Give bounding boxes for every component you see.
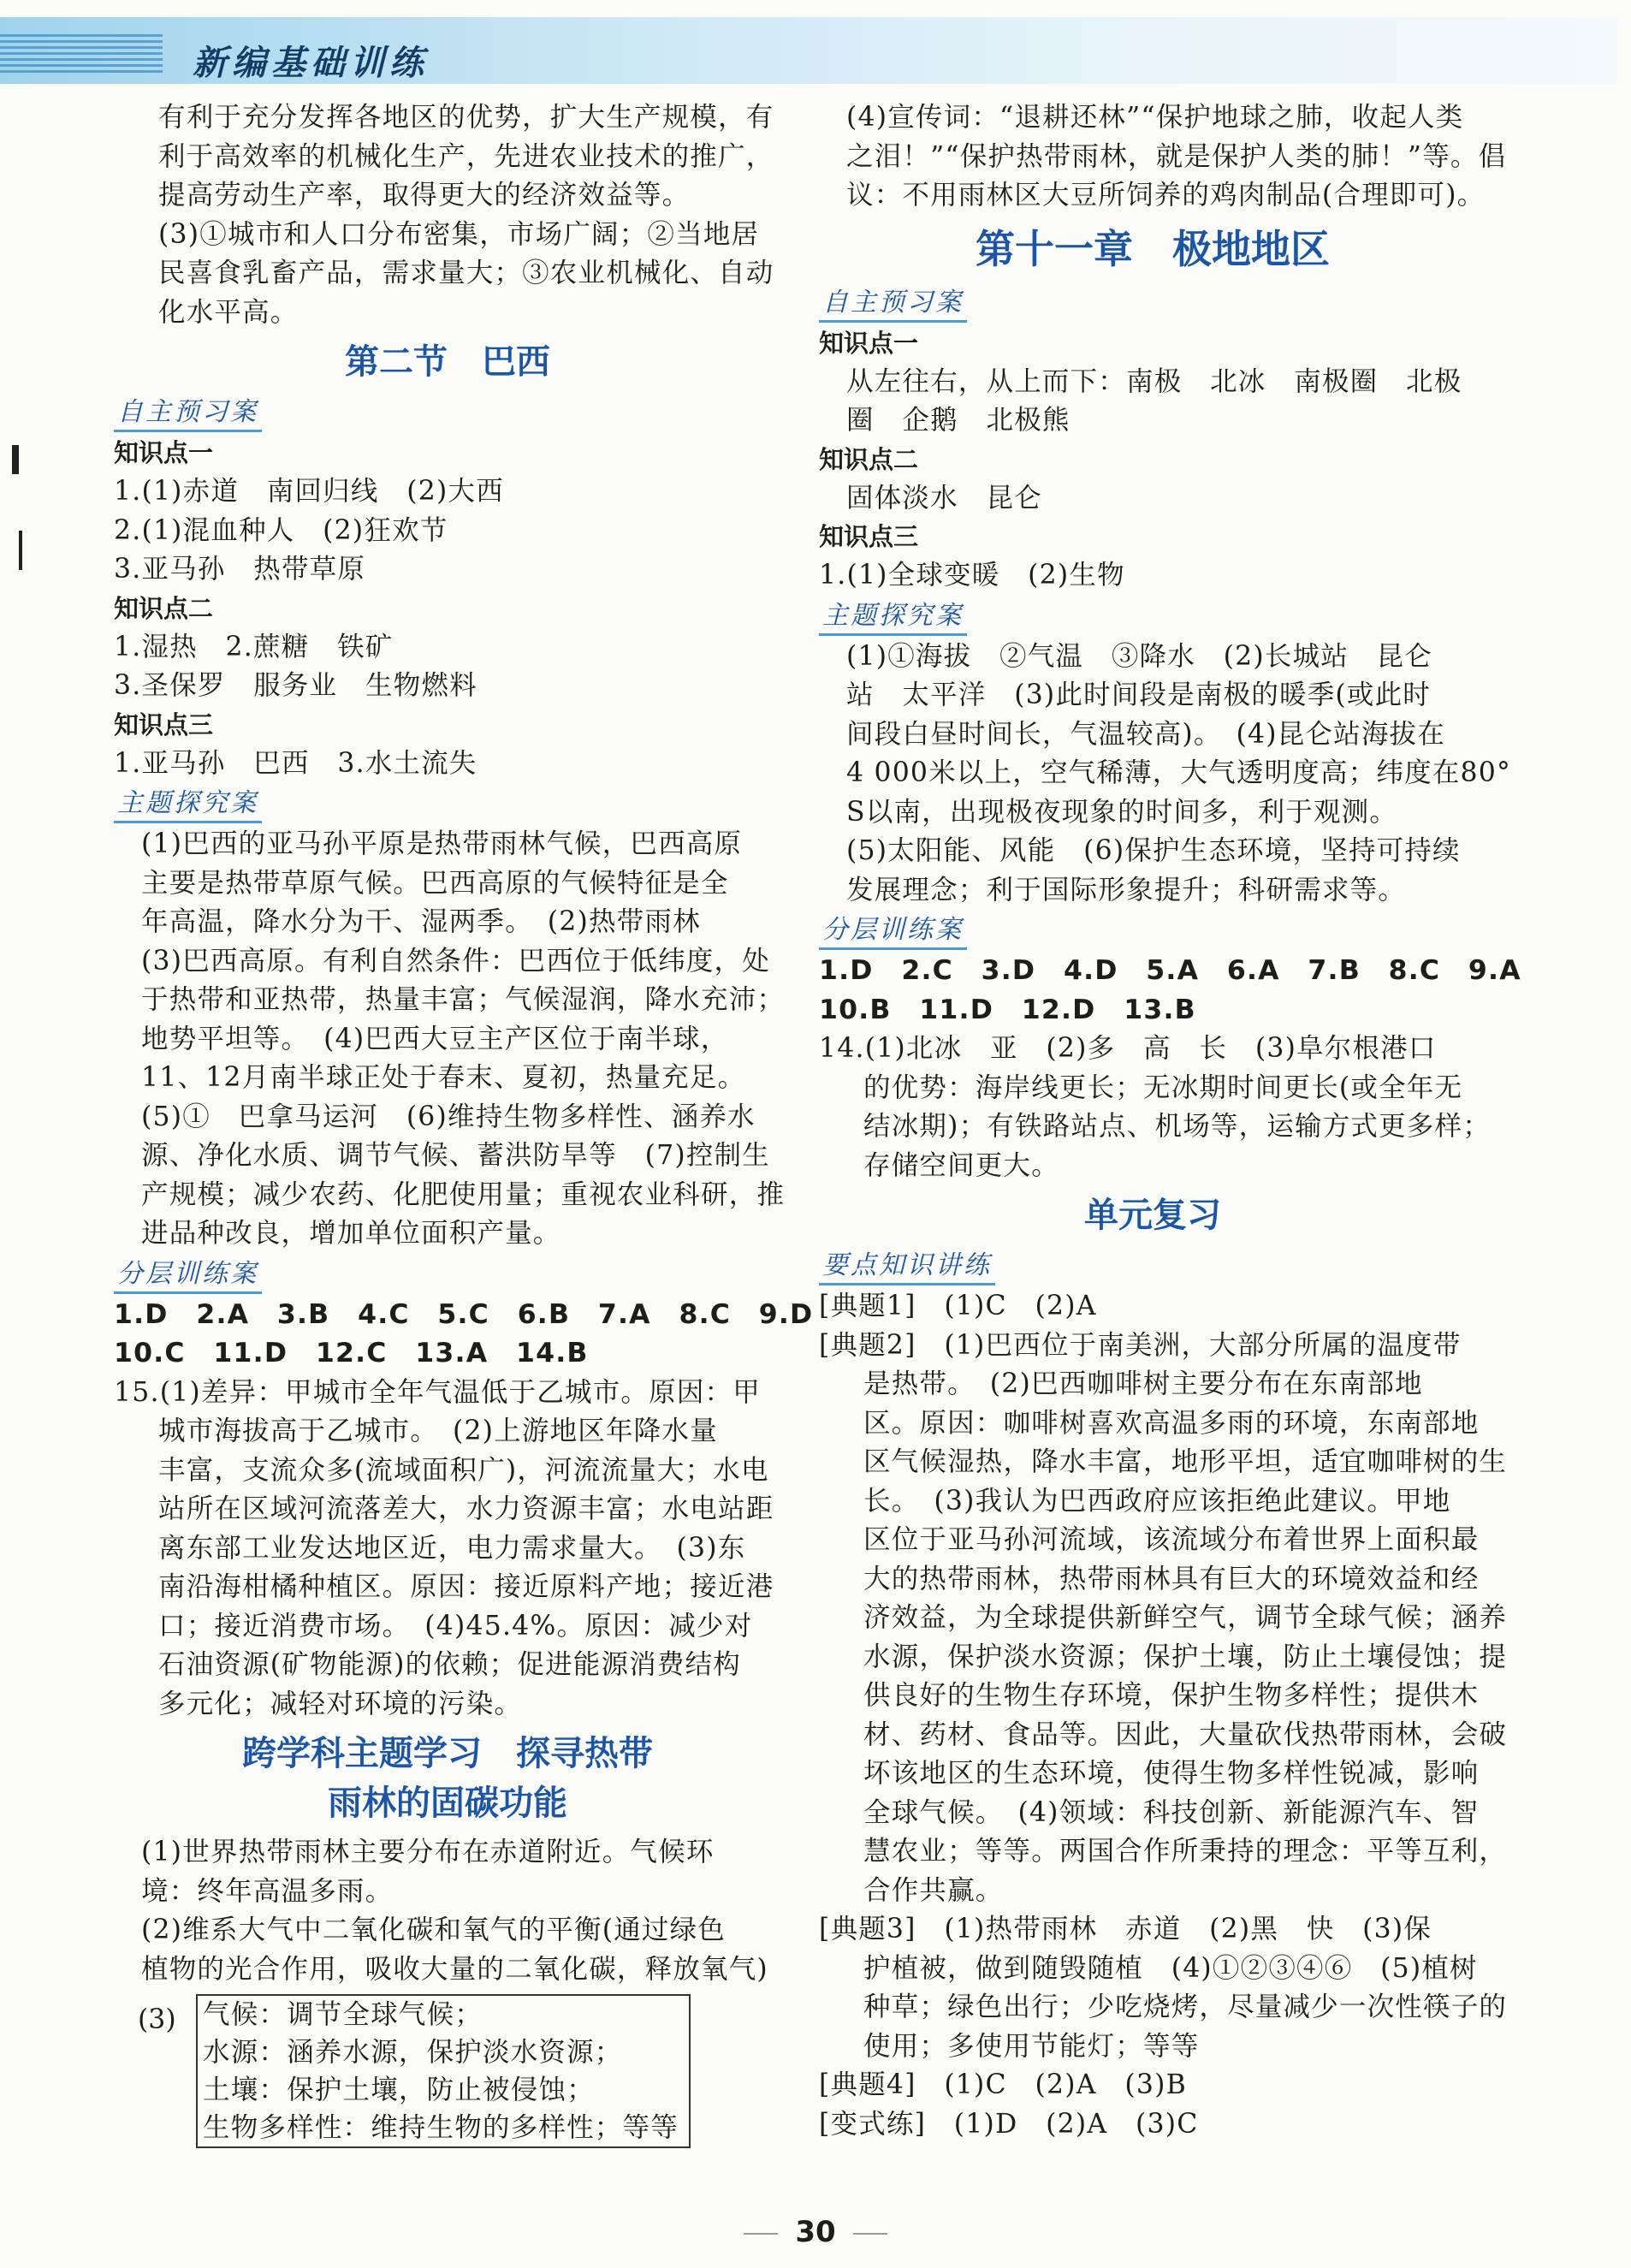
text-line: 口；接近消费市场。 (4)45.4%。原因：减少对 [158,1610,753,1642]
text-line: 之泪！”“保护热带雨林，就是保护人类的肺！”等。倡 [846,140,1507,172]
text-line: 1.(1)全球变暖 (2)生物 [819,560,1125,591]
text-line: 2.(1)混血种人 (2)狂欢节 [114,514,448,546]
margin-mark [12,445,19,474]
box-line: 生物多样性：维持生物的多样性；等等 [203,2112,679,2143]
text-line: 多元化；减轻对环境的污染。 [158,1688,523,1719]
text-line: 提高劳动生产率，取得更大的经济效益等。 [158,180,691,211]
text-line: 化水平高。 [158,296,299,328]
text-line: 年高温，降水分为干、湿两季。 (2)热带雨林 [141,906,701,937]
boxed-answer [114,1994,781,2148]
answer-key-line: 1.D 2.A 3.B 4.C 5.C 6.B 7.A 8.C 9.D [114,1298,814,1330]
text-line: 长。 (3)我认为巴西政府应该拒绝此建议。甲地 [863,1485,1451,1517]
header-title: 新编基础训练 [193,43,429,83]
text-line: 使用；多使用节能灯；等等 [863,2030,1200,2062]
text-line: S以南，出现极夜现象的时间多，利于观测。 [846,796,1398,828]
text-line: 区。原因：咖啡树喜欢高温多雨的环境，东南部地 [863,1407,1480,1439]
text-line: (5)太阳能、风能 (6)保护生态环境，坚持可持续 [846,835,1461,866]
text-line: 有利于充分发挥各地区的优势，扩大生产规模，有 [158,102,774,133]
text-line: 种草；绿色出行；少吃烧烤，尽量减少一次性筷子的 [863,1992,1508,2022]
subsection-tag: 自主预习案 [819,286,967,323]
knowledge-point-heading: 知识点二 [114,593,214,623]
subsection-tag-row [114,1254,781,1296]
text-line: 进品种改良，增加单位面积产量。 [141,1218,561,1249]
box-line: 水源：涵养水源，保护淡水资源； [203,2037,623,2068]
text-line: 存储空间更大。 [863,1149,1059,1181]
text-line: (1)世界热带雨林主要分布在赤道附近。气候环 [141,1837,715,1867]
text-line: 植物的光合作用，吸收大量的二氧化碳，释放氧气) [141,1953,768,1985]
text-line: 护植被，做到随毁随植 (4)①②③④⑥ (5)植树 [863,1952,1478,1984]
subsection-tag: 主题探究案 [819,599,967,636]
subsection-tag: 要点知识讲练 [819,1249,995,1285]
text-line: (2)维系大气中二氧化碳和氧气的平衡(通过绿色 [141,1915,727,1945]
subsection-tag-row [819,910,1486,952]
text-line: 3.圣保罗 服务业 生物燃料 [114,670,477,701]
page-footer [0,2215,1631,2249]
text-line: 3.亚马孙 热带草原 [114,554,366,585]
text-line: 民喜食乳畜产品，需求量大；③农业机械化、自动 [158,258,774,288]
text-line: 源、净化水质、调节气候、蓄洪防旱等 (7)控制生 [141,1140,770,1171]
text-line: 区位于亚马孙河流域，该流域分布着世界上面积最 [863,1524,1480,1555]
text-line: 议：不用雨林区大豆所饲养的鸡肉制品(合理即可)。 [846,180,1486,211]
chapter-heading: 第十一章 极地地区 [976,225,1330,272]
section-heading: 跨学科主题学习 探寻热带 [242,1734,653,1773]
text-line: 间段白昼时间长，气温较高)。 (4)昆仑站海拔在 [846,718,1445,750]
text-line: 全球气候。 (4)领域：科技创新、新能源汽车、智 [863,1796,1480,1828]
subsection-tag-row [819,1245,1486,1287]
section-heading: 第二节 巴西 [345,342,550,382]
knowledge-point-heading: 知识点一 [819,328,919,358]
answer-key-line: 10.C 11.D 12.C 13.A 14.B [114,1338,589,1369]
text-line: 济效益，为全球提供新鲜空气，调节全球气候；涵养 [863,1602,1508,1633]
knowledge-point-heading: 知识点一 [114,438,214,467]
text-line: 南沿海柑橘种植区。原因：接近原料产地；接近港 [158,1571,774,1602]
text-line: 从左往右，从上而下：南极 北冰 南极圈 北极 [846,365,1462,397]
text-line: 固体淡水 昆仑 [846,482,1042,514]
text-line: 丰富，支流众多(流域面积广)，河流流量大；水电 [158,1454,769,1486]
text-line: 慧农业；等等。两国合作所秉持的理念：平等互利， [863,1836,1508,1867]
text-line: (1)巴西的亚马孙平原是热带雨林气候，巴西高原 [141,828,743,859]
subsection-tag-row [114,392,781,434]
section-heading: 单元复习 [1084,1196,1221,1235]
text-line: 主要是热带草原气候。巴西高原的气候特征是全 [141,867,729,899]
text-line: 离东部工业发达地区近，电力需求量大。 (3)东 [158,1532,746,1564]
text-line: 15.(1)差异：甲城市全年气温低于乙城市。原因：甲 [114,1376,761,1408]
margin-mark [19,531,22,570]
subsection-tag: 自主预习案 [114,395,262,432]
text-line: 11、12月南半球正处于春末、夏初，热量充足。 [141,1062,746,1093]
text-line: 水源，保护淡水资源；保护土壤，防止土壤侵蚀；提 [863,1641,1508,1672]
text-line: 区气候湿热，降水丰富，地形平坦，适宜咖啡树的生 [863,1446,1508,1477]
subsection-tag-row [819,282,1486,324]
text-line: 1.(1)赤道 南回归线 (2)大西 [114,476,504,507]
text-line: 4 000米以上，空气稀薄，大气透明度高；纬度在80° [846,757,1511,788]
text-line: [典题4] (1)C (2)A (3)B [819,2069,1187,2100]
text-line: (5)① 巴拿马运河 (6)维持生物多样性、涵养水 [141,1101,756,1132]
subsection-tag: 分层训练案 [114,1257,262,1294]
text-line: 产规模；减少农药、化肥使用量；重视农业科研，推 [141,1179,786,1210]
text-line: [变式练] (1)D (2)A (3)C [819,2108,1199,2140]
box-line: 气候：调节全球气候； [203,1999,483,2030]
answer-box [196,1994,691,2148]
text-line: 14.(1)北冰 亚 (2)多 高 长 (3)阜尔根港口 [819,1033,1437,1064]
right-column [819,98,1521,2144]
text-line: (3)巴西高原。有利自然条件：巴西位于低纬度，处 [141,945,770,977]
text-line: 合作共赢。 [863,1874,1004,1906]
text-line: 是热带。 (2)巴西咖啡树主要分布在东南部地 [863,1369,1423,1399]
left-column [114,98,814,2148]
text-line: 的优势：海岸线更长；无冰期时间更长(或全年无 [863,1072,1463,1103]
text-line: [典题3] (1)热带雨林 赤道 (2)黑 快 (3)保 [819,1914,1432,1944]
text-line: 于热带和亚热带，热量丰富；气候湿润，降水充沛； [141,984,786,1015]
text-line: 石油资源(矿物能源)的依赖；促进能源消费结构 [158,1649,741,1680]
text-line: 利于高效率的机械化生产，先进农业技术的推广， [158,140,774,172]
text-line: 地势平坦等。 (4)巴西大豆主产区位于南半球， [141,1023,729,1054]
knowledge-point-heading: 知识点三 [819,522,919,551]
knowledge-point-heading: 知识点二 [819,444,919,474]
box-line: 土壤：保护土壤，防止被侵蚀； [203,2075,595,2105]
text-line: 供良好的生物生存环境，保护生物多样性；提供木 [863,1680,1480,1711]
text-line: 发展理念；利于国际形象提升；科研需求等。 [846,874,1407,905]
footer-dash [744,2233,778,2235]
text-line: 站 太平洋 (3)此时间段是南极的暖季(或此时 [846,680,1432,710]
text-line: 城市海拔高于乙城市。 (2)上游地区年降水量 [158,1416,718,1446]
text-line: [典题1] (1)C (2)A [819,1291,1097,1321]
footer-dash [853,2233,887,2235]
knowledge-point-heading: 知识点三 [114,709,214,739]
text-line: 1.亚马孙 巴西 3.水土流失 [114,747,477,779]
text-line: (4)宣传词：“退耕还林”“保护地球之肺，收起人类 [846,102,1464,133]
subsection-tag-row [819,596,1486,638]
section-heading: 雨林的固碳功能 [328,1784,567,1823]
text-line: 大的热带雨林，热带雨林具有巨大的环境效益和经 [863,1563,1480,1594]
answer-key-line: 1.D 2.C 3.D 4.D 5.A 6.A 7.B 8.C 9.A [819,955,1521,986]
text-line: (3)①城市和人口分布密集，市场广阔；②当地居 [158,218,760,250]
text-line: 坏该地区的生态环境，使得生物多样性锐减，影响 [863,1758,1480,1789]
boxed-answer-label: (3) [138,2004,176,2035]
text-line: 境：终年高温多雨。 [141,1875,394,1907]
answer-key-line: 10.B 11.D 12.D 13.B [819,994,1196,1025]
header-stripes-decoration [0,34,163,74]
subsection-tag-row [114,783,781,825]
text-line: (1)①海拔 ②气温 ③降水 (2)长城站 昆仑 [846,640,1433,672]
text-line: 1.湿热 2.蔗糖 铁矿 [114,631,394,662]
subsection-tag: 分层训练案 [819,913,967,950]
text-line: 结冰期)；有铁路站点、机场等，运输方式更多样； [863,1111,1491,1142]
text-line: 材、药材、食品等。因此，大量砍伐热带雨林，会破 [863,1719,1508,1750]
subsection-tag: 主题探究案 [114,787,262,823]
page-number: 30 [795,2215,836,2249]
text-line: [典题2] (1)巴西位于南美洲，大部分所属的温度带 [819,1329,1462,1361]
text-line: 圈 企鹅 北极熊 [846,405,1071,436]
text-line: 站所在区域河流落差大，水力资源丰富；水电站距 [158,1493,774,1524]
